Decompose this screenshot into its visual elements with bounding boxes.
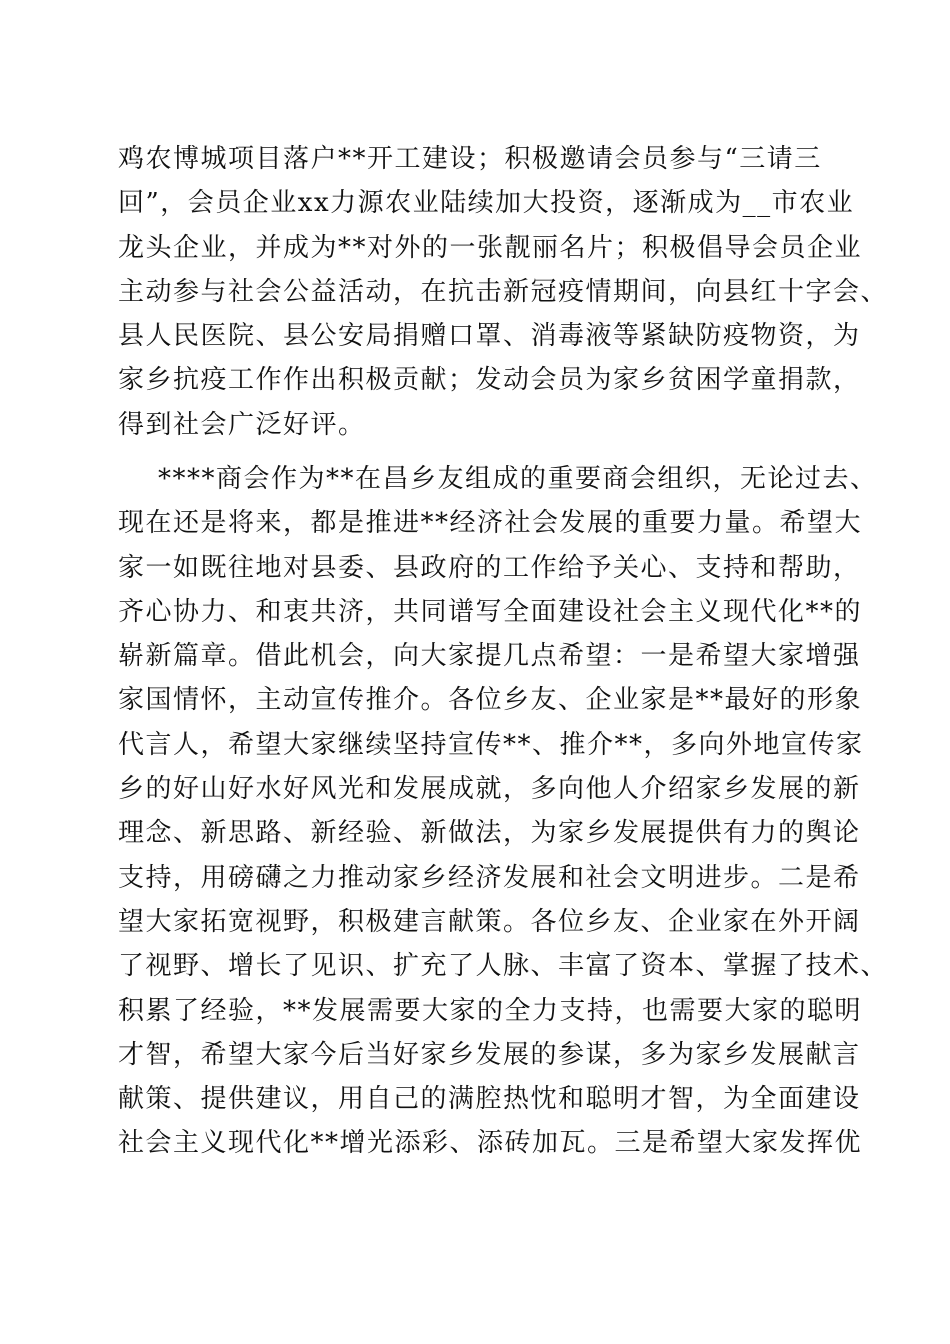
text-line: 龙头企业，并成为**对外的一张靓丽名片；积极倡导会员企业 [118,232,863,263]
text-line: 现在还是将来，都是推进**经济社会发展的重要力量。希望大 [118,508,863,539]
paragraph-2 [118,457,889,1166]
text-line: 回”，会员企业xx力源农业陆续加大投资，逐渐成为__市农业 [118,188,855,219]
text-line: 积累了经验，**发展需要大家的全力支持，也需要大家的聪明 [118,995,863,1026]
text-line: 齐心协力、和衷共济，共同谱写全面建设社会主义现代化**的 [118,596,863,627]
text-line: 家乡抗疫工作作出积极贡献；发动会员为家乡贫困学童捐款， [118,365,861,396]
text-line: 县人民医院、县公安局捐赠口罩、消毒液等紧缺防疫物资，为 [118,321,861,352]
text-line: 代言人，希望大家继续坚持宣传**、推介**，多向外地宣传家 [118,729,864,760]
text-line: 理念、新思路、新经验、新做法，为家乡发展提供有力的舆论 [118,818,861,849]
text-line: 家一如既往地对县委、县政府的工作给予关心、支持和帮助， [118,552,861,583]
text-line: 乡的好山好水好风光和发展成就，多向他人介绍家乡发展的新 [118,774,861,805]
text-line: ****商会作为**在昌乡友组成的重要商会组织，无论过去、 [158,464,878,494]
text-line: 才智，希望大家今后当好家乡发展的参谋，多为家乡发展献言 [118,1039,861,1070]
text-line: 望大家拓宽视野，积极建言献策。各位乡友、企业家在外开阔 [118,906,861,937]
paragraph-1 [118,137,889,447]
text-line: 献策、提供建议，用自己的满腔热忱和聪明才智，为全面建设 [118,1084,861,1115]
text-line: 支持，用磅礴之力推动家乡经济发展和社会文明进步。二是希 [118,862,861,893]
text-line: 了视野、增长了见识、扩充了人脉、丰富了资本、掌握了技术、 [118,951,889,982]
text-line: 崭新篇章。借此机会，向大家提几点希望：一是希望大家增强 [118,641,861,672]
text-line: 得到社会广泛好评。 [118,409,366,440]
text-line: 主动参与社会公益活动，在抗击新冠疫情期间，向县红十字会、 [118,276,889,307]
text-line: 家国情怀，主动宣传推介。各位乡友、企业家是**最好的形象 [118,685,863,716]
text-line: 鸡农博城项目落户**开工建设；积极邀请会员参与“三请三 [118,144,822,174]
text-line: 社会主义现代化**增光添彩、添砖加瓦。三是希望大家发挥优 [118,1128,863,1159]
